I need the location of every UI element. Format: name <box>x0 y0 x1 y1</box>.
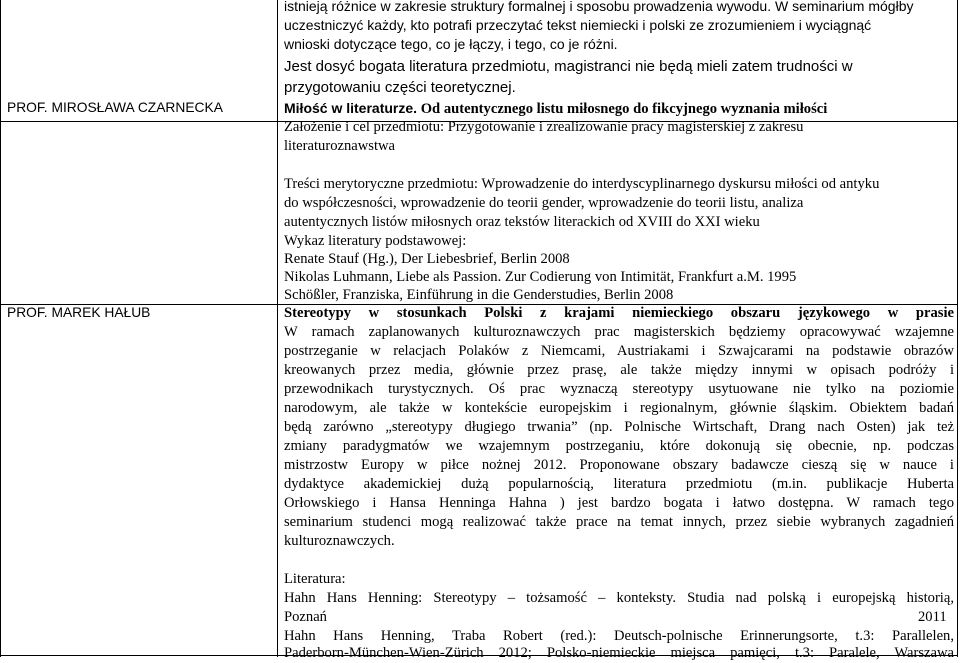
professor-name: PROF. MIROSŁAWA CZARNECKA <box>7 100 223 115</box>
text-line: W ramach zaplanowanych kulturoznawczych prac magisterskich będziemy opracowywać wzajemne <box>284 324 954 340</box>
text-line: seminarium studenci mogą realizować także prace na temat innych, przez siebie wybranych zagadnień <box>284 514 954 530</box>
text-line: istnieją różnice w zakresie struktury formalnej i sposobu prowadzenia wywodu. W seminarium mógłby <box>284 0 914 14</box>
text-line: Schößler, Franziska, Einführung in die Genderstudies, Berlin 2008 <box>284 287 674 303</box>
professor-name: PROF. MAREK HAŁUB <box>7 305 151 320</box>
table-border-left <box>0 0 1 657</box>
text-line: Orłowskiego i Hansa Henninga Hahna ) jest bardzo bogata i łatwo dostępna. W ramach tego <box>284 495 954 511</box>
text-line: kreowanych przez media, głównie przez prasę, ale także między innymi w opisach podróży i <box>284 362 954 378</box>
text-line: autentycznych listów miłosnych oraz tekstów literackich od XVIII do XXI wieku <box>284 214 760 230</box>
text-line: literaturoznawstwa <box>284 138 396 154</box>
text-line: dydaktyce akademickiej dużą popularnością, literatura przedmiotu (m.in. publikacje Huberta <box>284 476 954 492</box>
text-line: przewodnikach turystycznych. Oś prac wyznaczą stereotypy usytuowane nie tylko na poziomie <box>284 381 954 397</box>
text-line: będą zarówno „stereotypy długiego trwania” (np. Polnische Wirtschaft, Drang nach Osten) jak też <box>284 419 954 435</box>
table-border-right <box>957 0 958 657</box>
text-line: uczestniczyć każdy, kto potrafi przeczytać tekst niemiecki i polski ze zrozumieniem i wyciągnąć <box>284 17 872 33</box>
text-line: wnioski dotyczące tego, co je łączy, i tego, co je różni. <box>284 36 618 52</box>
literature-entry-city: Poznań <box>284 609 327 625</box>
text-line: Wykaz literatury podstawowej: <box>284 233 467 249</box>
text-line: Jest dosyć bogata literatura przedmiotu, magistranci nie będą mieli zatem trudności w <box>284 58 853 75</box>
table-column-divider <box>277 0 278 657</box>
literature-label: Literatura: <box>284 571 346 587</box>
text-line: Treści merytoryczne przedmiotu: Wprowadzenie do interdyscyplinarnego dyskursu miłości od antyku <box>284 176 880 192</box>
literature-entry-year: 2011 <box>918 609 947 625</box>
text-line: kulturoznawczych. <box>284 533 395 549</box>
seminar-title-label: Miłość w literaturze. <box>284 100 418 116</box>
text-line: przygotowaniu części teoretycznej. <box>284 79 516 96</box>
text-line: zmiany paradygmatów we wzajemnym postrzeganiu, które dokonują się obecnie, np. podczas <box>284 438 954 454</box>
text-line: do współczesności, wprowadzenie do teorii gender, wprowadzenie do teorii listu, analiza <box>284 195 804 211</box>
seminar-title: Stereotypy w stosunkach Polski z krajami niemieckiego obszaru językowego w prasie <box>284 305 954 321</box>
text-line: Nikolas Luhmann, Liebe als Passion. Zur Codierung von Intimität, Frankfurt a.M. 1995 <box>284 269 797 285</box>
seminar-title-rest: Od autentycznego listu miłosnego do fikcyjnego wyznania miłości <box>420 101 828 117</box>
text-line: Renate Stauf (Hg.), Der Liebesbrief, Berlin 2008 <box>284 251 570 267</box>
literature-entry: Hahn Hans Henning, Traba Robert (red.): Deutsch-polnische Erinnerungsorte, t.3: Parallelen, <box>284 628 954 644</box>
text-line: Założenie i cel przedmiotu: Przygotowanie i zrealizowanie pracy magisterskiej z zakresu <box>284 119 804 135</box>
literature-entry: Hahn Hans Henning: Stereotypy – tożsamość – konteksty. Studia nad polską i europejską historią, <box>284 590 954 606</box>
text-line: narodowym, ale także w kontekście europejskim i regionalnym, głównie śląskim. Obiektem badań <box>284 400 954 416</box>
text-line: postrzeganie w relacjach Polaków z Niemcami, Austriakami i Szwajcarami na podstawie obrazów <box>284 343 954 359</box>
seminar-title <box>284 99 827 119</box>
literature-entry: Paderborn-München-Wien-Zürich 2012; Polsko-niemieckie miejsca pamięci, t.3: Paralele, Warszawa <box>284 645 954 661</box>
text-line: mistrzostw Europy w piłce nożnej 2012. Proponowane obszary badawcze cieszą się w nauce i <box>284 457 954 473</box>
